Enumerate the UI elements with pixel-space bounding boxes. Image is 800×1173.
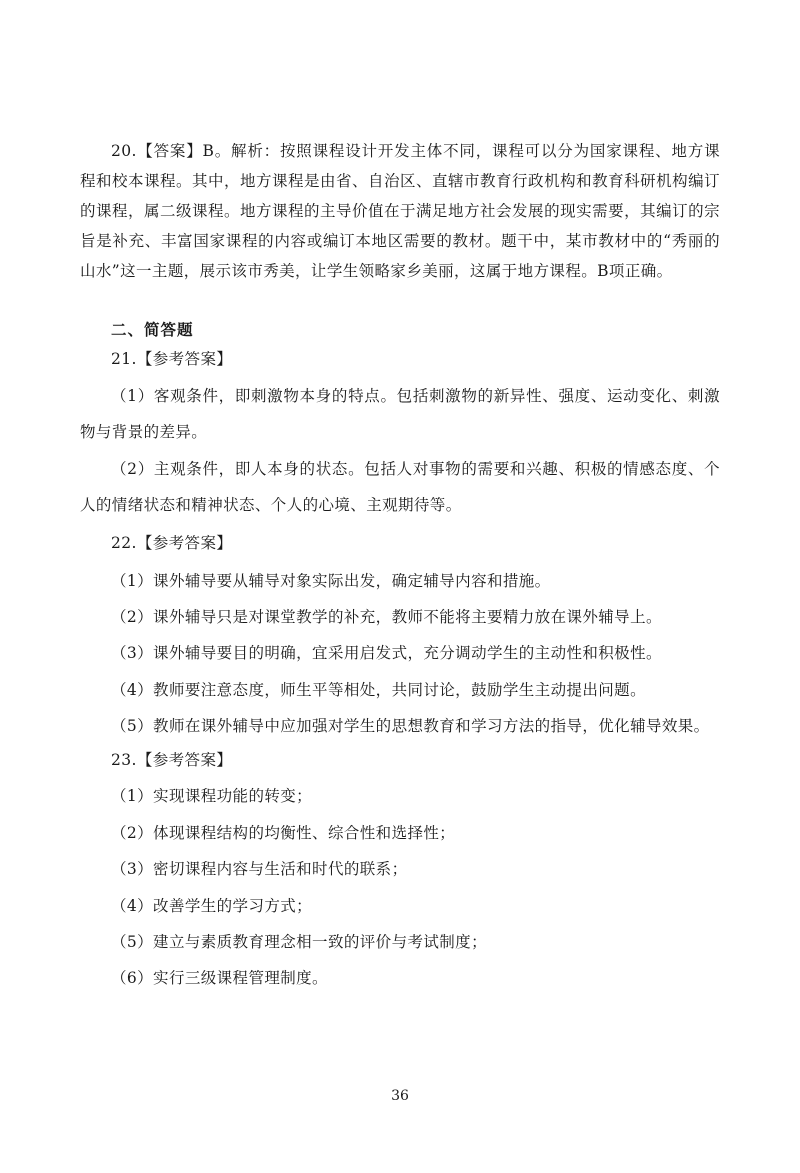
answer-21-title: 21.【参考答案】 (111, 350, 233, 368)
section-heading: 二、简答题 (111, 320, 194, 339)
answer-23-item-3: （3）密切课程内容与生活和时代的联系； (111, 860, 408, 878)
answer-23-title: 23.【参考答案】 (111, 751, 233, 769)
answer-22-item-1: （1）课外辅导要从辅导对象实际出发，确定辅导内容和措施。 (111, 572, 551, 590)
answer-23-item-6: （6）实行三级课程管理制度。 (111, 969, 328, 987)
page-number: 36 (391, 1088, 409, 1104)
answer-21-item-1: （1）客观条件，即刺激物本身的特点。包括刺激物的新异性、强度、运动变化、刺激物与背景的差异。 (80, 387, 720, 441)
answer-22-item-2: （2）课外辅导只是对课堂教学的补充，教师不能将主要精力放在课外辅导上。 (111, 608, 662, 626)
answer-21-item-2: （2）主观条件，即人本身的状态。包括人对事物的需要和兴趣、积极的情感态度、个人的情绪状态和精神状态、个人的心境、主观期待等。 (80, 460, 720, 514)
answer-22-title: 22.【参考答案】 (111, 534, 233, 552)
answer-23-item-2: （2）体现课程结构的均衡性、综合性和选择性； (111, 824, 456, 842)
answer-22-item-3: （3）课外辅导要目的明确，宜采用启发式，充分调动学生的主动性和积极性。 (111, 644, 662, 662)
answer-22-item-4: （4）教师要注意态度，师生平等相处，共同讨论，鼓励学生主动提出问题。 (111, 681, 646, 699)
answer-23-item-1: （1）实现课程功能的转变； (111, 787, 313, 805)
answer-23-item-5: （5）建立与素质教育理念相一致的评价与考试制度； (111, 933, 487, 951)
answer-22-item-5: （5）教师在课外辅导中应加强对学生的思想教育和学习方法的指导，优化辅导效果。 (111, 717, 710, 735)
answer-23-item-4: （4）改善学生的学习方式； (111, 897, 313, 915)
answer-20-paragraph: 20.【答案】B。解析：按照课程设计开发主体不同，课程可以分为国家课程、地方课程和校本课程。其中，地方课程是由省、自治区、直辖市教育行政机构和教育科研机构编订的课程，属二级课程。地方课程的主导价值在于满足地方社会发展的现实需要，其编订的宗旨是补充、丰富国家课程的内容或编订本地区需要的教材。题干中，某市教材中的“秀丽的山水”这一主题，展示该市秀美，让学生领略家乡美丽，这属于地方课程。B项正确。 (80, 142, 720, 280)
